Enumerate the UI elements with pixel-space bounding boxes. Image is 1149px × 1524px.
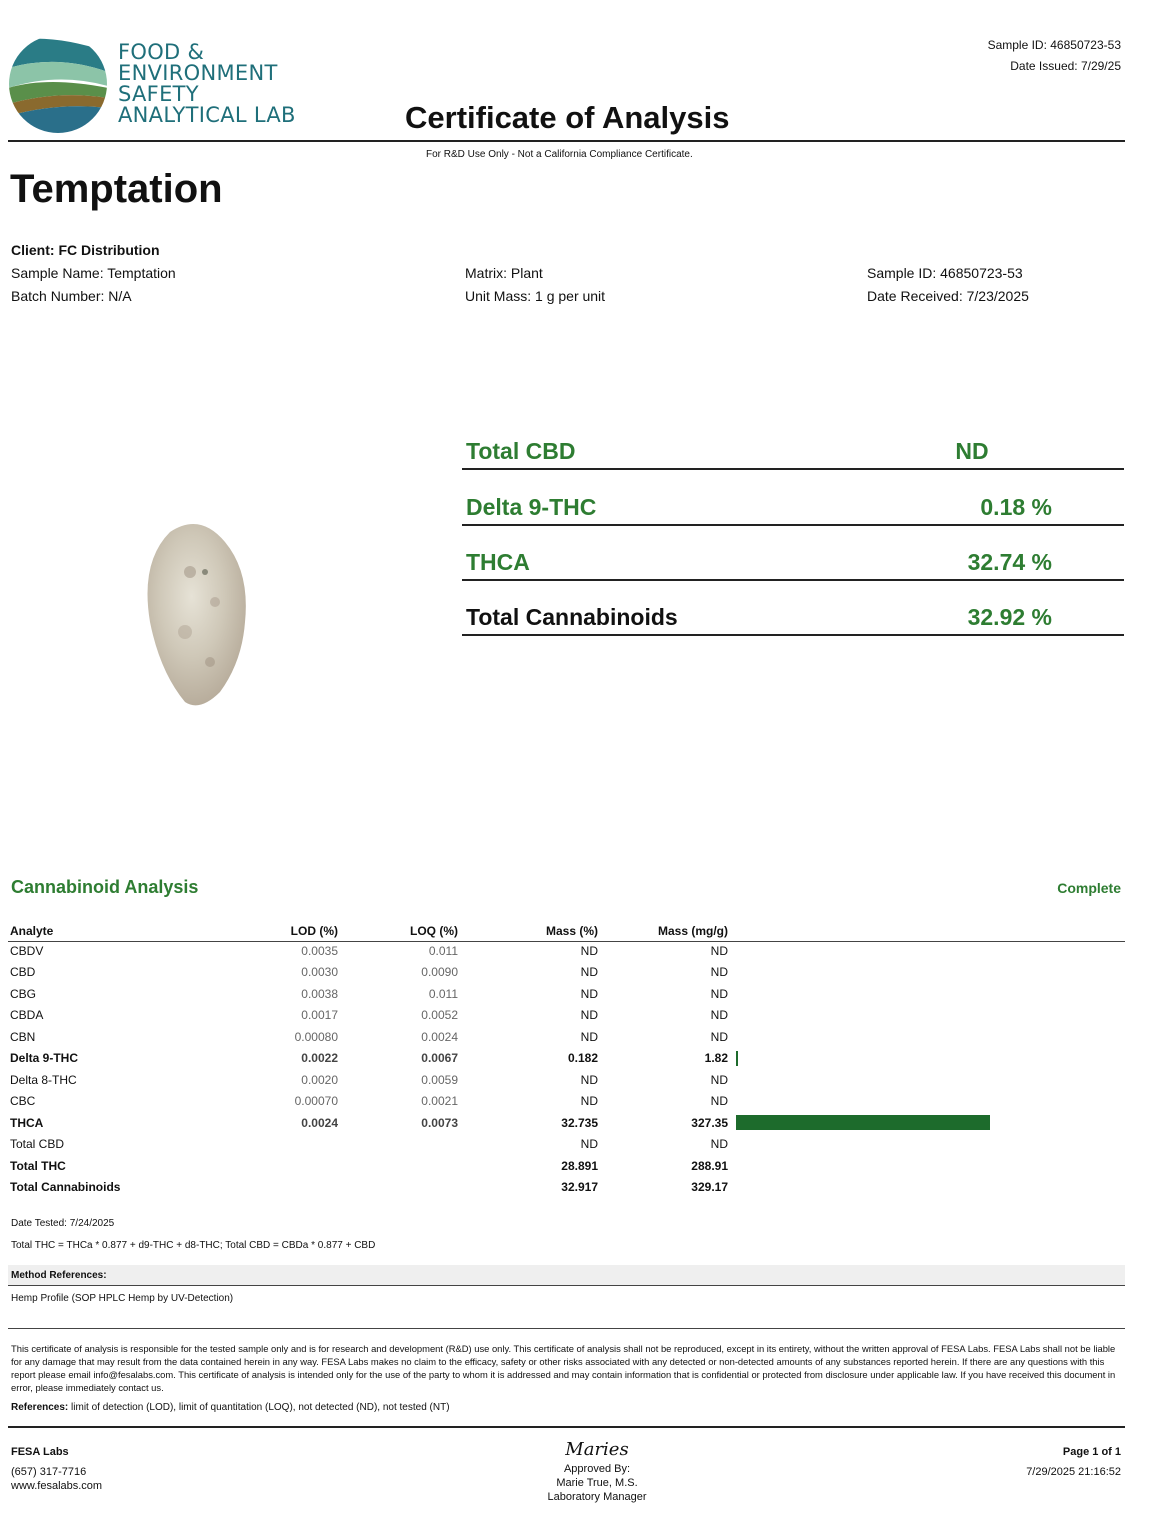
- document-subtitle: For R&D Use Only - Not a California Compliance Certificate.: [426, 149, 693, 160]
- analyte-cell: Total CBD: [10, 1137, 65, 1152]
- report-timestamp: 7/29/2025 21:16:52: [1026, 1466, 1121, 1478]
- col-bar: [728, 922, 1122, 940]
- footer-divider: [8, 1426, 1125, 1428]
- bar-cell: [728, 1155, 1122, 1177]
- table-row: [10, 940, 1122, 962]
- analysis-table: [10, 922, 1122, 1198]
- table-row: [10, 1091, 1122, 1113]
- mass-pct-cell: ND: [580, 1008, 598, 1023]
- mass-mg-cell: ND: [710, 1094, 728, 1109]
- summary-label: Total CBD: [466, 438, 576, 464]
- analyte-cell: CBDV: [10, 943, 44, 958]
- header-sample-id: Sample ID: 46850723-53: [987, 38, 1121, 52]
- bar-cell: [728, 1005, 1122, 1027]
- mass-pct-cell: 32.917: [561, 1180, 598, 1195]
- analyte-cell: CBG: [10, 986, 37, 1001]
- bar-cell: [728, 1112, 1122, 1134]
- bar-cell: [728, 940, 1122, 962]
- col-mass-pct: Mass (%): [545, 924, 598, 938]
- analysis-table-header: [10, 922, 1122, 940]
- approver-title: Laboratory Manager: [547, 1491, 647, 1503]
- summary-row-thca: [462, 549, 1124, 581]
- analysis-status: Complete: [1057, 880, 1121, 896]
- method-references-text: Hemp Profile (SOP HPLC Hemp by UV-Detection): [11, 1293, 234, 1304]
- lod-cell: 0.0038: [301, 986, 338, 1001]
- bar-cell: [728, 1026, 1122, 1048]
- product-name: Temptation: [10, 167, 223, 211]
- col-analyte: Analyte: [10, 924, 54, 938]
- references-text: limit of detection (LOD), limit of quantitation (LOQ), not detected (ND), not tested (NT): [71, 1402, 450, 1413]
- lod-cell: 0.0024: [301, 1115, 338, 1130]
- bar-cell: [728, 1134, 1122, 1156]
- header-meta: [988, 35, 1121, 77]
- loq-cell: [338, 1134, 458, 1156]
- analyte-cell: CBD: [10, 965, 36, 980]
- table-row: [10, 983, 1122, 1005]
- client-info-middle: [465, 262, 605, 308]
- bar-cell: [728, 1091, 1122, 1113]
- mass-pct-cell: ND: [580, 943, 598, 958]
- table-row: [10, 1177, 1122, 1199]
- footer-website: www.fesalabs.com: [11, 1480, 103, 1492]
- summary-row-total-cbd: [462, 438, 1124, 470]
- lod-cell: 0.0030: [301, 965, 338, 980]
- summary-value: 0.18 %: [980, 494, 1052, 520]
- mass-bar: [736, 1051, 738, 1066]
- mass-bar: [736, 1115, 990, 1130]
- mass-pct-cell: 28.891: [561, 1158, 598, 1173]
- table-row: [10, 1155, 1122, 1177]
- lab-logo-emblem-icon: [8, 32, 108, 136]
- lod-cell: [250, 1134, 338, 1156]
- mass-mg-cell: ND: [710, 1008, 728, 1023]
- loq-cell: 0.0024: [421, 1029, 458, 1044]
- table-row: [10, 1112, 1122, 1134]
- analyte-cell: Delta 8-THC: [10, 1072, 77, 1087]
- unit-mass: Unit Mass: 1 g per unit: [465, 288, 606, 304]
- date-received: Date Received: 7/23/2025: [867, 288, 1029, 304]
- table-row: [10, 962, 1122, 984]
- approved-by: Approved By:: [563, 1463, 631, 1475]
- mass-pct-cell: ND: [580, 1094, 598, 1109]
- method-references-title: Method References:: [11, 1270, 107, 1281]
- table-row: [10, 1134, 1122, 1156]
- mass-mg-cell: ND: [710, 1029, 728, 1044]
- loq-cell: 0.0067: [421, 1051, 458, 1066]
- logo-line-3: SAFETY: [118, 82, 199, 106]
- summary-label: Total Cannabinoids: [466, 604, 678, 630]
- analyte-cell: CBC: [10, 1094, 36, 1109]
- lod-cell: 0.0035: [301, 943, 338, 958]
- lod-cell: 0.0017: [301, 1008, 338, 1023]
- loq-cell: 0.0090: [421, 965, 458, 980]
- analyte-cell: CBN: [10, 1029, 36, 1044]
- client-info-left: [11, 239, 176, 308]
- lab-logo: [8, 32, 298, 136]
- references: [11, 1402, 450, 1413]
- header-date-issued: Date Issued: 7/29/25: [1010, 59, 1121, 73]
- mass-mg-cell: ND: [710, 1137, 728, 1152]
- table-row: [10, 1026, 1122, 1048]
- bar-cell: [728, 1069, 1122, 1091]
- loq-cell: 0.0021: [421, 1094, 458, 1109]
- mass-pct-cell: ND: [580, 1072, 598, 1087]
- loq-cell: [338, 1155, 458, 1177]
- logo-line-4: ANALYTICAL LAB: [118, 103, 296, 127]
- mass-pct-cell: ND: [580, 1029, 598, 1044]
- product-photo: [130, 512, 270, 722]
- bar-cell: [728, 962, 1122, 984]
- sample-name: Sample Name: Temptation: [11, 265, 176, 281]
- summary-row-delta9: [462, 494, 1124, 526]
- mass-pct-cell: ND: [580, 986, 598, 1001]
- footer-phone: (657) 317-7716: [11, 1466, 87, 1478]
- date-tested: Date Tested: 7/24/2025: [11, 1218, 115, 1229]
- header-divider: [8, 140, 1125, 142]
- footer-company: FESA Labs: [11, 1446, 69, 1458]
- matrix: Matrix: Plant: [465, 265, 543, 281]
- lod-cell: 0.00080: [294, 1029, 338, 1044]
- col-mass-mg: Mass (mg/g): [657, 924, 728, 938]
- references-label: References:: [11, 1402, 69, 1413]
- mass-mg-cell: ND: [710, 1072, 728, 1087]
- method-references-header: [8, 1265, 1125, 1286]
- logo-line-1: FOOD &: [118, 40, 205, 64]
- analyte-cell: CBDA: [10, 1008, 44, 1023]
- signature: Maries: [565, 1439, 629, 1460]
- lod-cell: 0.0022: [301, 1051, 338, 1066]
- table-row: [10, 1005, 1122, 1027]
- mass-mg-cell: 327.35: [691, 1115, 728, 1130]
- summary-value: 32.92 %: [967, 604, 1052, 630]
- page-number: Page 1 of 1: [1062, 1446, 1121, 1458]
- client-name: Client: FC Distribution: [11, 242, 160, 258]
- analyte-cell: Delta 9-THC: [10, 1051, 79, 1066]
- summary-value: ND: [955, 438, 989, 464]
- client-info-right: [867, 262, 1029, 308]
- summary-row-total-cannabinoids: [462, 604, 1124, 636]
- footer-right: [1026, 1445, 1121, 1479]
- loq-cell: 0.011: [428, 986, 458, 1001]
- mass-mg-cell: ND: [710, 965, 728, 980]
- bar-cell: [728, 1048, 1122, 1070]
- analyte-cell: Total THC: [10, 1158, 66, 1173]
- client-sample-id: Sample ID: 46850723-53: [867, 265, 1023, 281]
- bar-cell: [728, 983, 1122, 1005]
- analysis-table-body: [10, 940, 1122, 1198]
- footer-left: [11, 1445, 102, 1493]
- total-formula: Total THC = THCa * 0.877 + d9-THC + d8-THC; Total CBD = CBDa * 0.877 + CBD: [11, 1240, 376, 1251]
- footer-center: [527, 1438, 667, 1504]
- loq-cell: 0.0059: [421, 1072, 458, 1087]
- analysis-title: Cannabinoid Analysis: [11, 877, 199, 897]
- analyte-cell: Total Cannabinoids: [10, 1180, 121, 1195]
- col-loq: LOQ (%): [410, 924, 458, 938]
- mass-mg-cell: 288.91: [691, 1158, 728, 1173]
- col-lod: LOD (%): [290, 924, 338, 938]
- summary-label: Delta 9-THC: [466, 494, 597, 520]
- loq-cell: 0.0073: [421, 1115, 458, 1130]
- loq-cell: [338, 1177, 458, 1199]
- document-title: Certificate of Analysis: [405, 100, 730, 135]
- table-row: [10, 1048, 1122, 1070]
- mass-mg-cell: 329.17: [691, 1180, 728, 1195]
- mass-mg-cell: ND: [710, 986, 728, 1001]
- bar-cell: [728, 1177, 1122, 1199]
- loq-cell: 0.011: [428, 943, 458, 958]
- lod-cell: [250, 1177, 338, 1199]
- lod-cell: 0.0020: [301, 1072, 338, 1087]
- analyte-cell: THCA: [10, 1115, 44, 1130]
- method-divider: [8, 1328, 1125, 1329]
- batch-number: Batch Number: N/A: [11, 288, 132, 304]
- summary-value: 32.74 %: [967, 549, 1052, 575]
- mass-pct-cell: ND: [580, 965, 598, 980]
- summary-label: THCA: [466, 549, 530, 575]
- table-row: [10, 1069, 1122, 1091]
- lod-cell: 0.00070: [294, 1094, 338, 1109]
- mass-mg-cell: 1.82: [704, 1051, 728, 1066]
- disclaimer: This certificate of analysis is responsible for the tested sample only and is for research and development (R&D) use only. This certificate of analysis shall not be reproduced, except in its entirety, without the written approval of FESA Labs. FESA Labs shall not be liable for any damage that may result from the data contained herein in any way. FESA Labs makes no claim to the efficacy, safety or other risks associated with any detected or non-detected amounts of any substances reported herein. If there are any questions with this report please email info@fesalabs.com. This certificate of analysis is intended only for the use of the party to whom it is addressed and may contain information that is confidential or protected from disclosure under applicable law. If you have received this document in error, please immediately contact us.: [11, 1343, 1116, 1393]
- approver-name: Marie True, M.S.: [556, 1477, 638, 1489]
- mass-pct-cell: 32.735: [561, 1115, 598, 1130]
- logo-line-2: ENVIRONMENT: [118, 61, 278, 85]
- mass-pct-cell: ND: [580, 1137, 598, 1152]
- loq-cell: 0.0052: [421, 1008, 458, 1023]
- lod-cell: [250, 1155, 338, 1177]
- mass-pct-cell: 0.182: [567, 1051, 598, 1066]
- mass-mg-cell: ND: [710, 943, 728, 958]
